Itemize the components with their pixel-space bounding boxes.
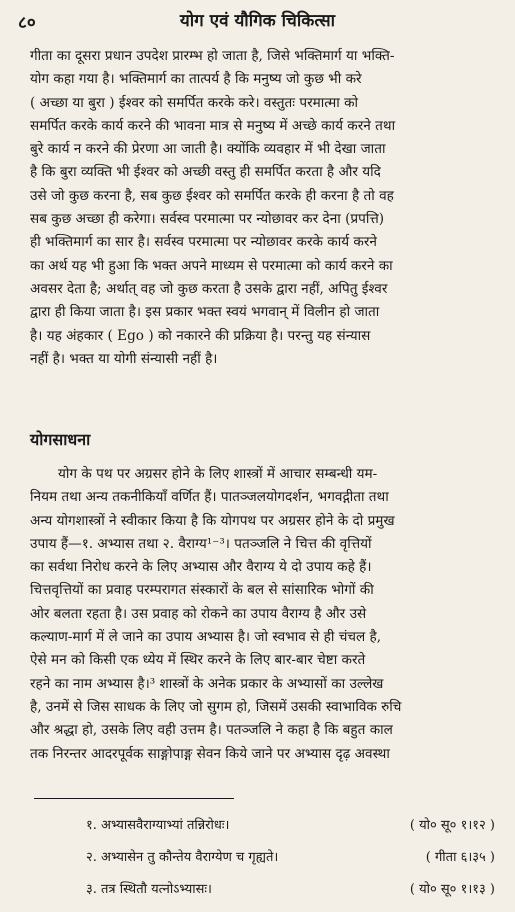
text-line: अवसर देता है; अर्थात् वह जो कुछ करता है उसके द्वारा नहीं, अपितु ईश्वर: [30, 280, 388, 297]
text-line: योग कहा गया है। भक्तिमार्ग का तात्पर्य है कि मनुष्य जो कुछ भी करे: [30, 71, 362, 88]
page-header: [18, 8, 497, 36]
paragraph-bhaktimarg: [30, 45, 500, 371]
text-line: है कि बुरा व्यक्ति भी ईश्वर को अच्छी वस्तु ही समर्पित करता है और यदि: [30, 164, 381, 181]
footnote-text: २. अभ्यासेन तु कौन्तेय वैराग्येण च गृह्यते।: [86, 850, 279, 865]
text-line: नहीं है। भक्त या योगी संन्यासी नहीं है।: [30, 350, 218, 367]
footnote-1: [30, 810, 495, 842]
text-line: उसे जो कुछ करना है, सब कुछ ईश्वर को समर्पित करके ही करना है तो वह: [30, 187, 394, 204]
text-line: का अर्थ यह भी हुआ कि भक्त अपने माध्यम से परमात्मा को कार्य करने का: [30, 257, 393, 274]
text-line: बुरे कार्य न करने की प्रेरणा आ जाती है। क्योंकि व्यवहार में भी देखा जाता: [30, 141, 386, 158]
text-line: ओर बलता रहता है। उस प्रवाह को रोकने का उपाय वैराग्य है और उसे: [30, 605, 367, 622]
footnote-reference: ( यो० सू० १।१२ ): [409, 818, 495, 833]
text-line: द्वारा ही किया जाता है। इस प्रकार भक्त स्वयं भगवान् में विलीन हो जाता: [30, 304, 380, 321]
text-line: नियम तथा अन्य तकनीकियाँ वर्णित हैं। पातञ्जलयोगदर्शन, भगवद्गीता तथा: [30, 489, 389, 506]
footnote-divider: [34, 798, 234, 799]
footnote-2: [30, 842, 495, 874]
text-line: है, उनमें से जिस साधक के लिए जो सुगम हो, जिसमें उसकी स्वाभाविक रुचि: [30, 698, 402, 715]
footnotes: [30, 810, 495, 906]
text-line: योग के पथ पर अग्रसर होने के लिए शास्त्रों में आचार सम्बन्धी यम-: [58, 466, 378, 482]
text-line: है। यह अंहकार ( Ego ) को नकारने की प्रक्रिया है। परन्तु यह संन्यास: [30, 327, 371, 344]
footnote-text: १. अभ्यासवैराग्याभ्यां तन्निरोधः।: [86, 818, 230, 833]
text-line: अन्य योगशास्त्रों ने स्वीकार किया है कि योगपथ पर अग्रसर होने के दो प्रमुख: [30, 512, 395, 529]
text-line: तक निरन्तर आदरपूर्वक साङ्गोपाङ्ग सेवन किये जाने पर अभ्यास दृढ़ अवस्था: [30, 745, 390, 762]
text-line: चित्तवृत्तियों का प्रवाह परम्परागत संस्कारों के बल से सांसारिक भोगों की: [30, 582, 374, 599]
text-line: ऐसे मन को किसी एक ध्येय में स्थिर करने के लिए बार-बार चेष्टा करते: [30, 652, 366, 669]
footnote-reference: ( यो० सू० १।१३ ): [409, 882, 495, 897]
text-line: गीता का दूसरा प्रधान उपदेश प्रारम्भ हो जाता है, जिसे भक्तिमार्ग या भक्ति-: [30, 48, 395, 64]
text-line: रहने का नाम अभ्यास है।³ शास्त्रों के अनेक प्रकार के अभ्यासों का उल्लेख: [30, 675, 384, 692]
text-line: सब कुछ अच्छा ही करेगा। सर्वस्व परमात्मा पर न्योछावर कर देना (प्रपत्ति): [30, 211, 385, 228]
text-line: कल्याण-मार्ग में ले जाने का उपाय अभ्यास है। जो स्वभाव से ही चंचल है,: [30, 629, 382, 646]
footnote-text: ३. तत्र स्थितौ यत्नोऽभ्यासः।: [86, 882, 212, 897]
paragraph-yogasadhana: [30, 463, 500, 766]
text-line: का सर्वथा निरोध करने के लिए अभ्यास और वैराग्य ये दो उपाय कहे हैं।: [30, 559, 372, 576]
footnote-reference: ( गीता ६।३५ ): [425, 850, 495, 865]
text-line: ( अच्छा या बुरा ) ईश्वर को समर्पित करके करे। वस्तुतः परमात्मा को: [30, 94, 359, 111]
running-title: योग एवं यौगिक चिकित्सा: [179, 11, 336, 31]
text-line: और श्रद्धा हो, उसके लिए वही उत्तम है। पतञ्जलि ने कहा है कि बहुत काल: [30, 722, 393, 739]
text-line: समर्पित करके कार्य करने की भावना मात्र से मनुष्य में अच्छे कार्य करने तथा: [30, 117, 396, 134]
footnote-3: [30, 874, 495, 906]
page-number: ८०: [18, 13, 36, 33]
section-heading: योगसाधना: [30, 430, 91, 449]
text-line: उपाय हैं—१. अभ्यास तथा २. वैराग्य¹⁻³। पतञ्जलि ने चित्त की वृत्तियों: [30, 535, 372, 552]
text-line: ही भक्तिमार्ग का सार है। सर्वस्व परमात्मा पर न्योछावर करके कार्य करने: [30, 234, 377, 251]
